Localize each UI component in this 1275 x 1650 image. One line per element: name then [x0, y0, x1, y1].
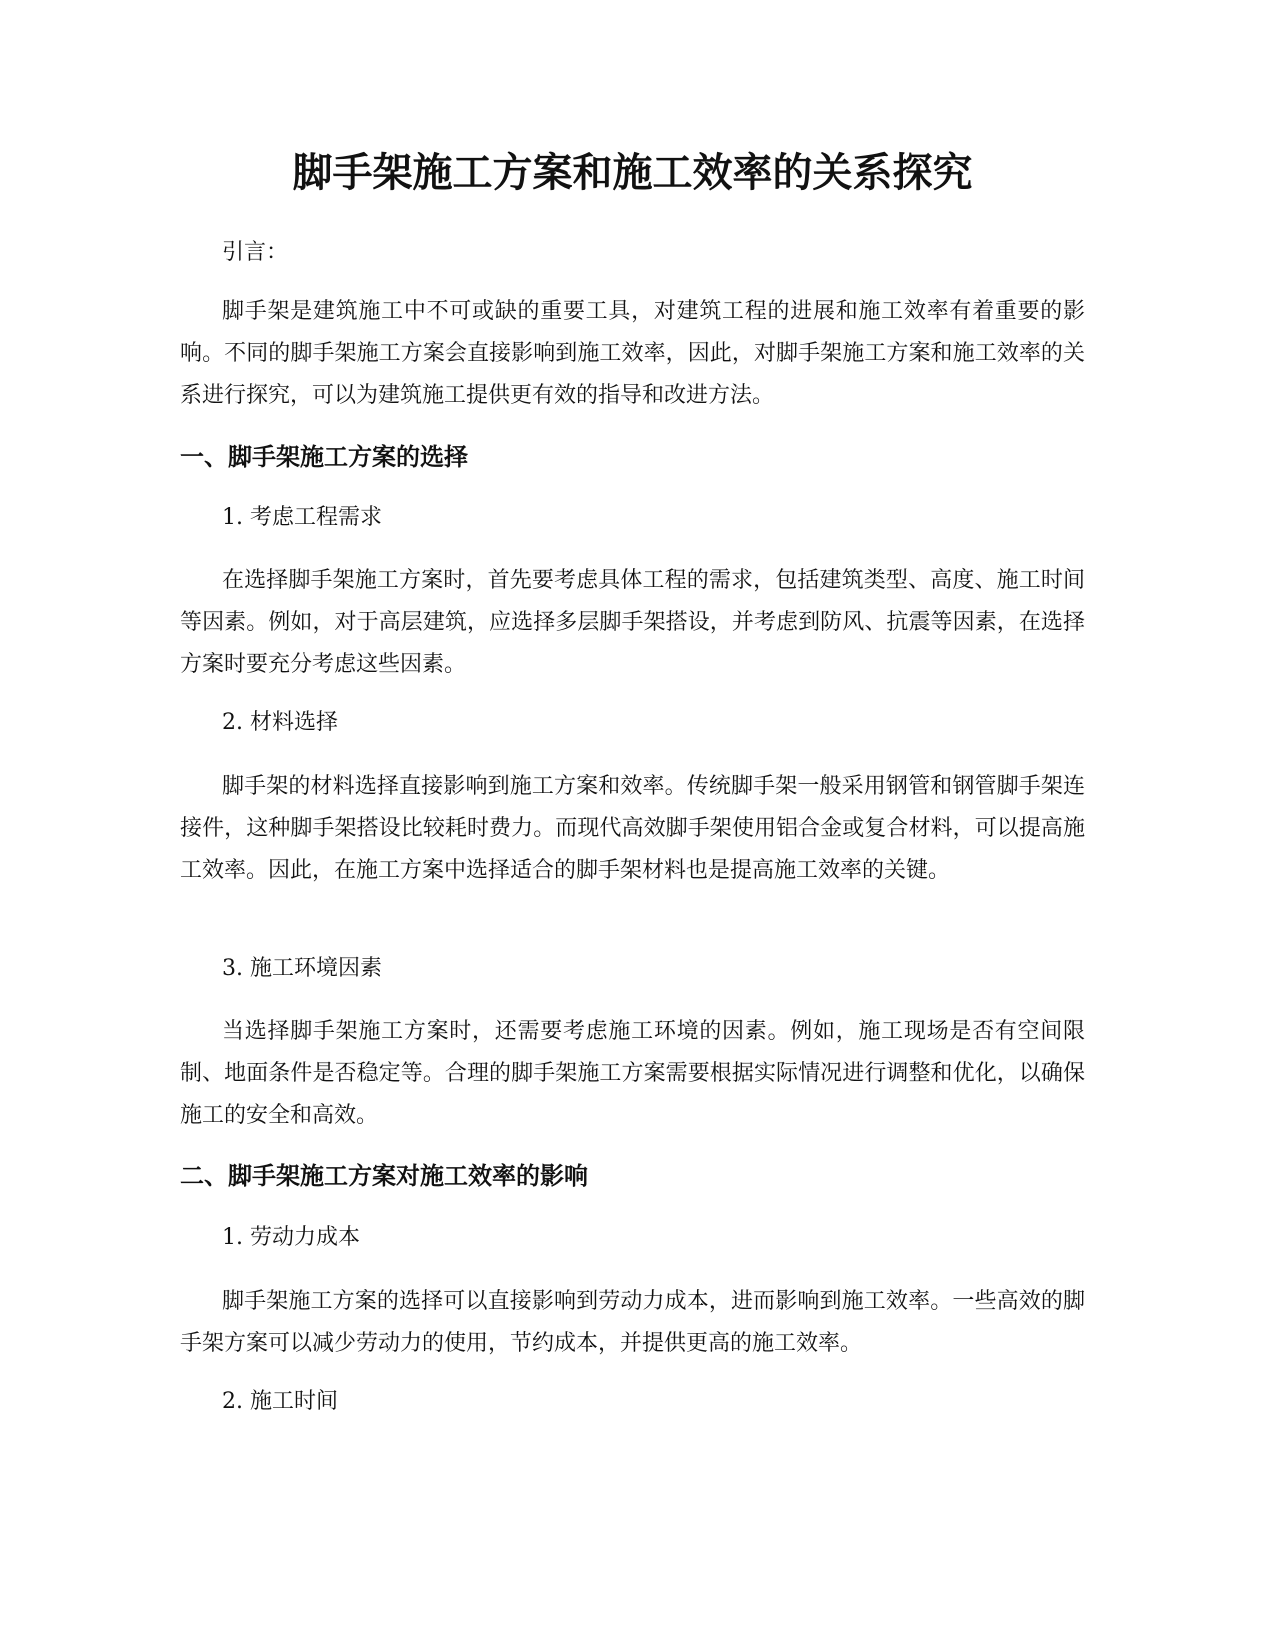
section-2-item-1-paragraph: 脚手架施工方案的选择可以直接影响到劳动力成本，进而影响到施工效率。一些高效的脚手架方案可以减少劳动力的使用，节约成本，并提供更高的施工效率。	[180, 1289, 1085, 1356]
document-title: 脚手架施工方案和施工效率的关系探究	[292, 150, 973, 196]
intro-paragraph: 脚手架是建筑施工中不可或缺的重要工具，对建筑工程的进展和施工效率有着重要的影响。不同的脚手架施工方案会直接影响到施工效率，因此，对脚手架施工方案和施工效率的关系进行探究，可以为建筑施工提供更有效的指导和改进方法。	[180, 299, 1085, 408]
section-1-item-3-paragraph: 当选择脚手架施工方案时，还需要考虑施工环境的因素。例如，施工现场是否有空间限制、地面条件是否稳定等。合理的脚手架施工方案需要根据实际情况进行调整和优化，以确保施工的安全和高效。	[180, 1019, 1085, 1128]
intro-label: 引言：	[222, 240, 289, 265]
section-1-heading: 一、脚手架施工方案的选择	[180, 443, 468, 471]
section-1-item-2-label: 2. 材料选择	[222, 710, 338, 735]
section-2-item-2-label: 2. 施工时间	[222, 1389, 338, 1414]
document-page	[180, 0, 1085, 1650]
section-1-item-1-label: 1. 考虑工程需求	[222, 505, 382, 530]
section-2-heading: 二、脚手架施工方案对施工效率的影响	[180, 1162, 588, 1190]
section-2-item-1-label: 1. 劳动力成本	[222, 1225, 360, 1250]
section-1-item-2-paragraph: 脚手架的材料选择直接影响到施工方案和效率。传统脚手架一般采用钢管和钢管脚手架连接件，这种脚手架搭设比较耗时费力。而现代高效脚手架使用铝合金或复合材料，可以提高施工效率。因此，在施工方案中选择适合的脚手架材料也是提高施工效率的关键。	[180, 774, 1085, 883]
section-1-item-1-paragraph: 在选择脚手架施工方案时，首先要考虑具体工程的需求，包括建筑类型、高度、施工时间等因素。例如，对于高层建筑，应选择多层脚手架搭设，并考虑到防风、抗震等因素，在选择方案时要充分考虑这些因素。	[180, 568, 1085, 677]
section-1-item-3-label: 3. 施工环境因素	[222, 956, 382, 981]
